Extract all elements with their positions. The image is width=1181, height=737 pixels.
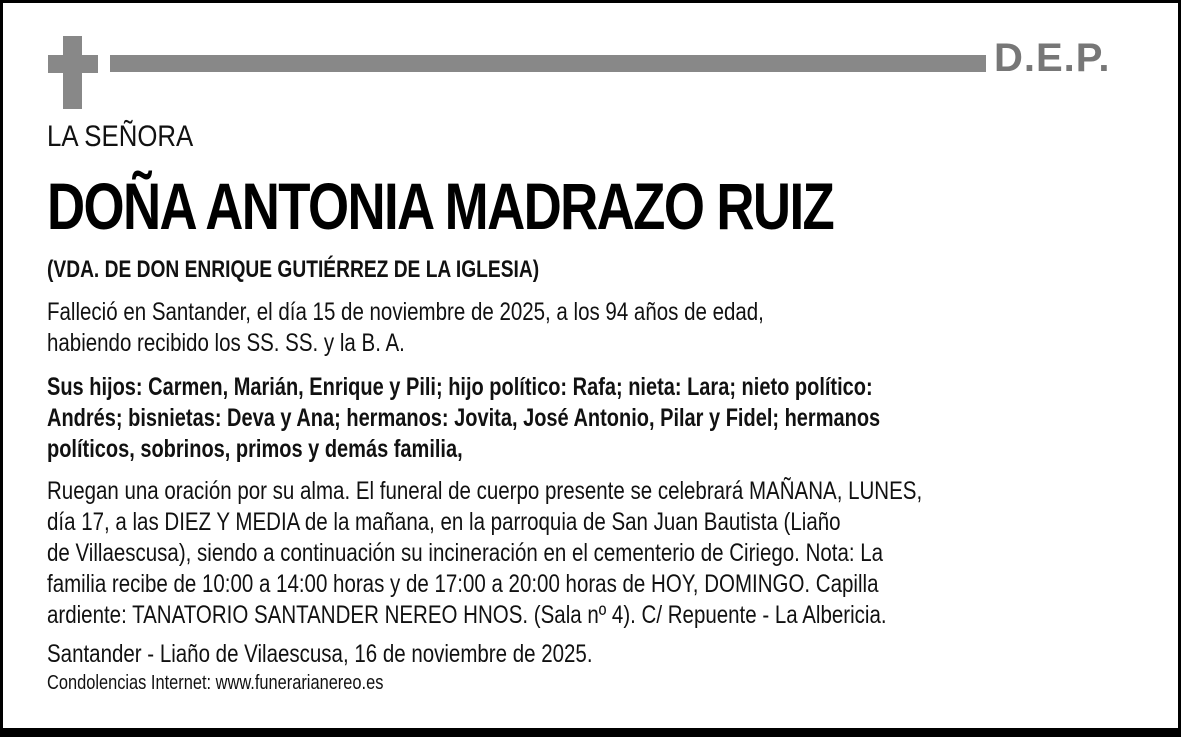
dep-label: D.E.P. bbox=[994, 36, 1111, 80]
family-paragraph bbox=[47, 372, 880, 465]
death-line: Falleció en Santander, el día 15 de noviembre de 2025, a los 94 años de edad, bbox=[47, 298, 764, 326]
widow-of: (VDA. DE DON ENRIQUE GUTIÉRREZ DE LA IGLESIA) bbox=[47, 256, 540, 283]
service-line: de Villaescusa), siendo a continuación su incineración en el cementerio de Ciriego. Nota: La bbox=[47, 539, 884, 567]
family-line: Sus hijos: Carmen, Marián, Enrique y Pili; hijo político: Rafa; nieta: Lara; nieto político: bbox=[47, 373, 873, 401]
service-paragraph bbox=[47, 476, 922, 631]
honorific: LA SEÑORA bbox=[47, 120, 194, 153]
family-line: políticos, sobrinos, primos y demás familia, bbox=[47, 435, 463, 463]
deceased-name: DOÑA ANTONIA MADRAZO RUIZ bbox=[47, 169, 834, 243]
place-date: Santander - Liaño de Vilaescusa, 16 de noviembre de 2025. bbox=[47, 640, 593, 668]
service-line: Ruegan una oración por su alma. El funeral de cuerpo presente se celebrará MAÑANA, LUNES, bbox=[47, 477, 923, 505]
service-line: familia recibe de 10:00 a 14:00 horas y de 17:00 a 20:00 horas de HOY, DOMINGO. Capilla bbox=[47, 570, 879, 598]
service-line: ardiente: TANATORIO SANTANDER NEREO HNOS. (Sala nº 4). C/ Repuente - La Albericia. bbox=[47, 601, 887, 629]
death-paragraph bbox=[47, 297, 764, 359]
condolences-link[interactable]: Condolencias Internet: www.funerarianereo.es bbox=[47, 672, 384, 694]
death-line: habiendo recibido los SS. SS. y la B. A. bbox=[47, 329, 405, 357]
family-line: Andrés; bisnietas: Deva y Ana; hermanos: Jovita, José Antonio, Pilar y Fidel; hermanos bbox=[47, 404, 881, 432]
header-rule bbox=[110, 55, 986, 72]
cross-icon-arm bbox=[48, 55, 98, 73]
service-line: día 17, a las DIEZ Y MEDIA de la mañana, en la parroquia de San Juan Bautista (Liaño bbox=[47, 508, 841, 536]
